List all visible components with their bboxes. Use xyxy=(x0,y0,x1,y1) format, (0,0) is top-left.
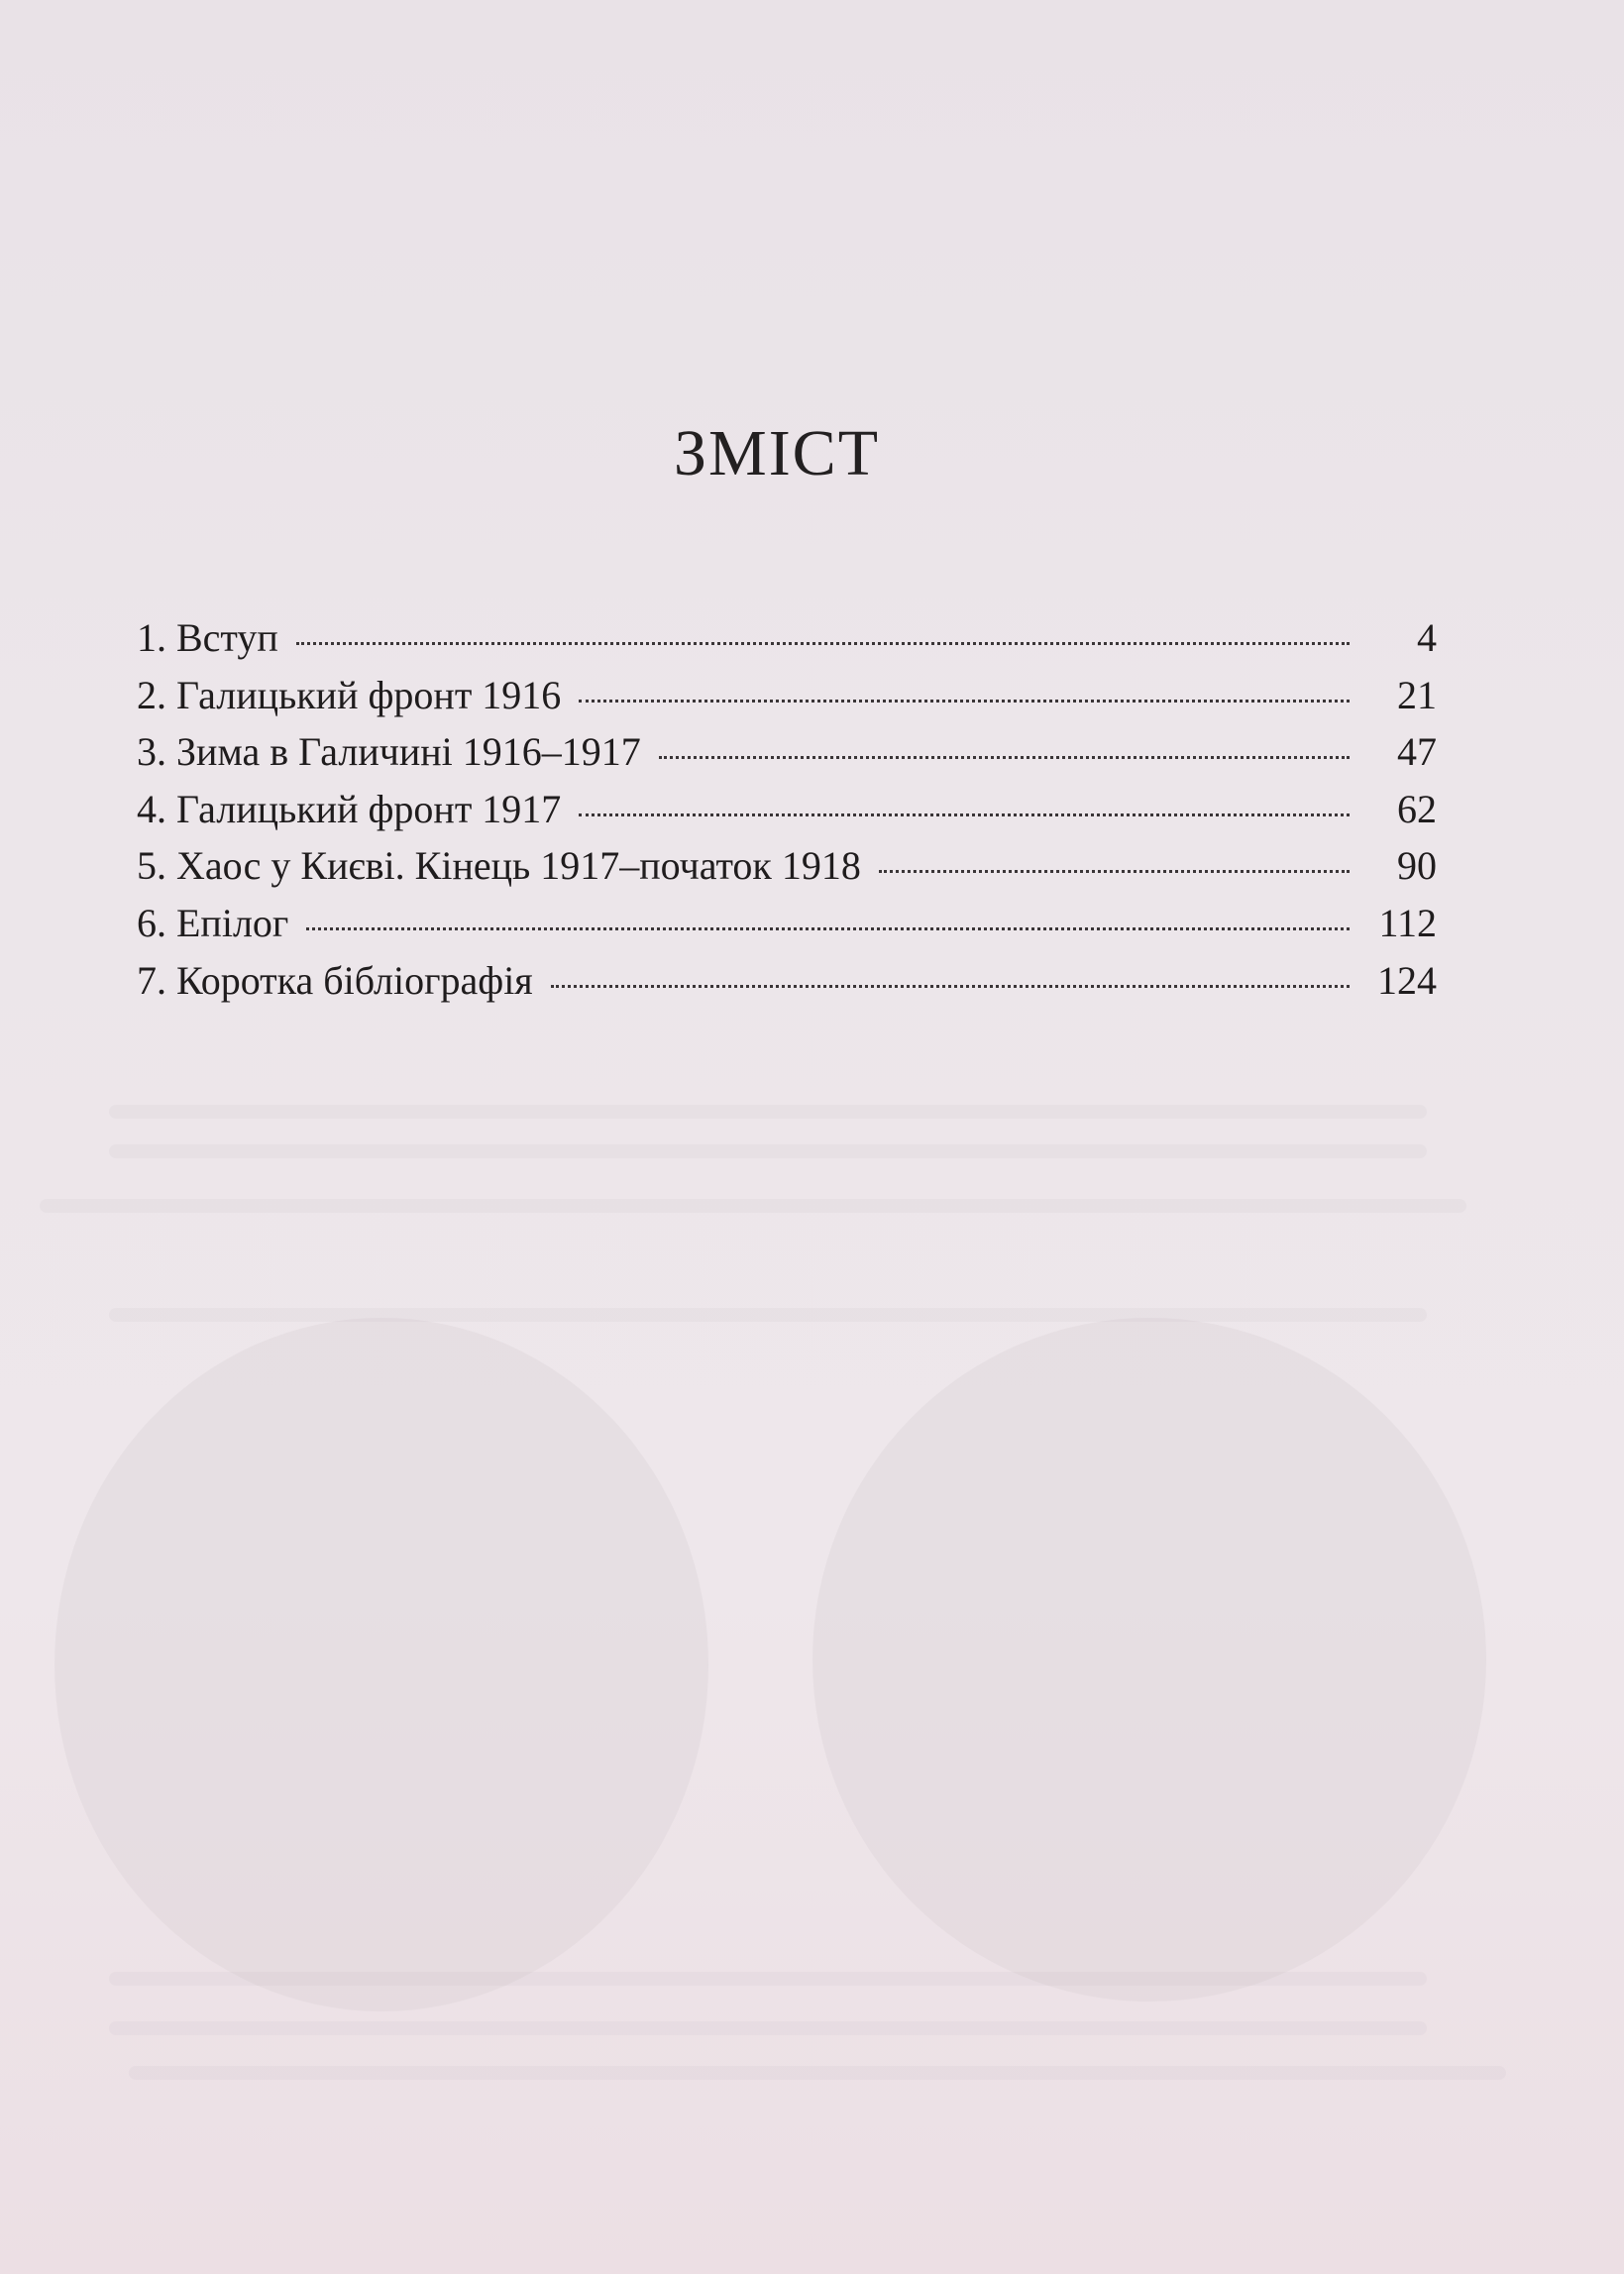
toc-entry-number: 3. xyxy=(137,729,166,775)
toc-entry-title: Галицький фронт 1916 xyxy=(176,672,562,717)
show-through-line xyxy=(40,1199,1466,1213)
show-through-line xyxy=(109,2021,1427,2035)
toc-entry xyxy=(117,957,1437,1015)
toc-entry xyxy=(117,614,1437,672)
show-through-line xyxy=(129,2066,1506,2080)
toc-entry-title: Епілог xyxy=(176,900,289,945)
toc-entry-page: 21 xyxy=(1397,672,1437,717)
toc-entry-title: Галицький фронт 1917 xyxy=(176,786,562,831)
dot-leader xyxy=(579,813,1350,816)
toc-entry-number: 6. xyxy=(137,900,166,945)
page-title: ЗМІСТ xyxy=(673,417,881,489)
dot-leader xyxy=(579,700,1350,703)
show-through-circle-right xyxy=(812,1318,1486,2002)
dot-leader xyxy=(879,870,1350,873)
table-of-contents xyxy=(117,614,1437,1014)
toc-entry xyxy=(117,900,1437,957)
show-through-line xyxy=(109,1972,1427,1986)
toc-entry-title: Зима в Галичині 1916–1917 xyxy=(176,729,641,775)
toc-entry-number: 7. xyxy=(137,957,166,1003)
toc-entry-page: 4 xyxy=(1417,615,1437,660)
toc-entry-page: 112 xyxy=(1378,900,1437,945)
toc-entry-page: 47 xyxy=(1397,729,1437,775)
dot-leader xyxy=(296,642,1350,645)
dot-leader xyxy=(659,756,1350,759)
toc-entry xyxy=(117,786,1437,843)
toc-entry-title: Хаос у Києві. Кінець 1917–початок 1918 xyxy=(176,843,861,889)
show-through-line xyxy=(109,1105,1427,1119)
show-through-line xyxy=(109,1308,1427,1322)
toc-entry-page: 62 xyxy=(1397,786,1437,831)
toc-entry-page: 124 xyxy=(1377,957,1437,1003)
toc-entry-number: 1. xyxy=(137,615,166,660)
toc-entry-title: Коротка бібліографія xyxy=(176,957,533,1003)
show-through-circle-left xyxy=(54,1318,708,2011)
toc-entry-number: 4. xyxy=(137,786,166,831)
show-through-line xyxy=(109,1144,1427,1158)
toc-entry-page: 90 xyxy=(1397,843,1437,889)
dot-leader xyxy=(306,927,1350,930)
toc-entry-title: Вступ xyxy=(176,615,278,660)
toc-entry-number: 5. xyxy=(137,843,166,889)
toc-entry xyxy=(117,672,1437,729)
dot-leader xyxy=(551,985,1350,988)
toc-entry xyxy=(117,728,1437,786)
toc-entry-number: 2. xyxy=(137,672,166,717)
toc-entry xyxy=(117,842,1437,900)
